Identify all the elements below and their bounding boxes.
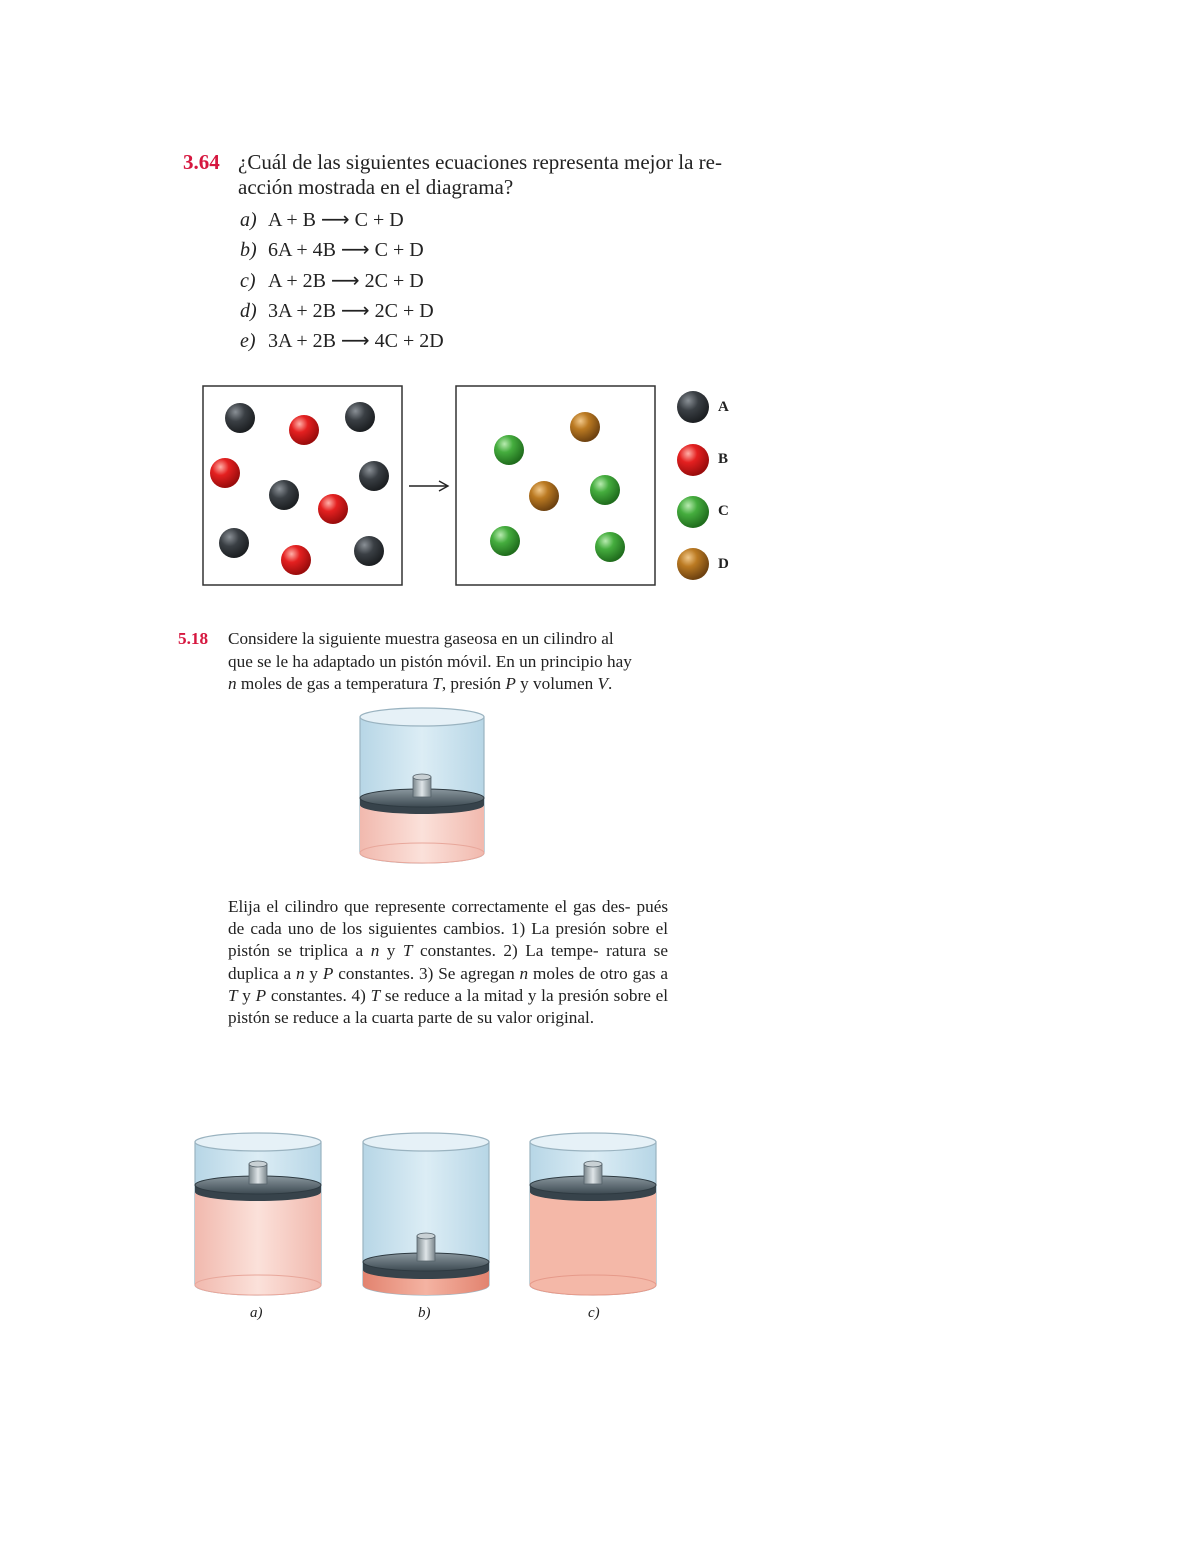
option-a: a) A + B ⟶ C + D xyxy=(240,207,404,231)
molecule-d xyxy=(570,412,600,442)
legend-label-c: C xyxy=(718,503,729,519)
arrow-icon: ⟶ xyxy=(320,207,350,231)
molecule-d xyxy=(529,481,559,511)
caption-b: b) xyxy=(418,1305,431,1321)
option-b: b) 6A + 4B ⟶ C + D xyxy=(240,237,424,262)
option-e: e) 3A + 2B ⟶ 4C + 2D xyxy=(240,328,444,353)
legend-b-icon xyxy=(677,444,709,476)
molecule-c xyxy=(590,475,620,505)
reaction-diagram xyxy=(190,375,770,600)
molecule-a xyxy=(345,402,375,432)
question-line-2: acción mostrada en el diagrama? xyxy=(238,175,514,199)
products-box xyxy=(456,386,655,585)
question-line-1: ¿Cuál de las siguientes ecuaciones representa mejor la re- xyxy=(238,150,722,174)
cylinder-option-a xyxy=(190,1130,326,1300)
molecule-b xyxy=(318,494,348,524)
legend-label-d: D xyxy=(718,556,729,572)
legend-c-icon xyxy=(677,496,709,528)
arrow-icon: ⟶ xyxy=(340,237,370,262)
cylinder-option-c xyxy=(525,1130,661,1300)
cylinder-option-b xyxy=(358,1130,494,1300)
molecule-c xyxy=(494,435,524,465)
molecule-a xyxy=(354,536,384,566)
problem-3-64-statement xyxy=(183,150,763,200)
molecule-a xyxy=(219,528,249,558)
problem-number: 3.64 xyxy=(183,150,220,174)
arrow-icon: ⟶ xyxy=(340,297,370,322)
initial-cylinder xyxy=(355,705,489,867)
problem-5-18-instructions: Elija el cilindro que represente correctamente el gas des- pués de cada uno de los siguientes cambios. 1) La presión sobre el pistón se triplica a n y T constantes. 2) La tempe- ratura se duplica a n y P constantes. 3) Se agregan n moles de otro gas a T y P constantes. 4) T se reduce a la mitad y la presión sobre el pistón se reduce a la cuarta parte de su valor original. xyxy=(228,897,669,1028)
caption-a: a) xyxy=(250,1305,263,1321)
answer-options xyxy=(240,204,444,355)
molecule-b xyxy=(281,545,311,575)
problem-number: 5.18 xyxy=(178,629,209,648)
legend-d-icon xyxy=(677,548,709,580)
molecule-a xyxy=(269,480,299,510)
molecule-a xyxy=(225,403,255,433)
molecule-c xyxy=(490,526,520,556)
molecule-c xyxy=(595,532,625,562)
legend-label-b: B xyxy=(718,451,729,467)
arrow-icon: ⟶ xyxy=(340,328,370,353)
caption-c: c) xyxy=(588,1305,600,1321)
problem-5-18-statement: 5.18 Considere la siguiente muestra gaseosa en un cilindro al que se le ha adaptado un pistón móvil. En un principio hay n moles de gas a temperatura T, presión P y volumen V. xyxy=(178,629,632,693)
molecule-a xyxy=(359,461,389,491)
legend-a-icon xyxy=(677,391,709,423)
molecule-b xyxy=(289,415,319,445)
option-c: c) A + 2B ⟶ 2C + D xyxy=(240,267,424,292)
molecule-b xyxy=(210,458,240,488)
legend-label-a: A xyxy=(718,399,729,415)
option-d: d) 3A + 2B ⟶ 2C + D xyxy=(240,297,434,322)
arrow-icon: ⟶ xyxy=(330,267,360,292)
